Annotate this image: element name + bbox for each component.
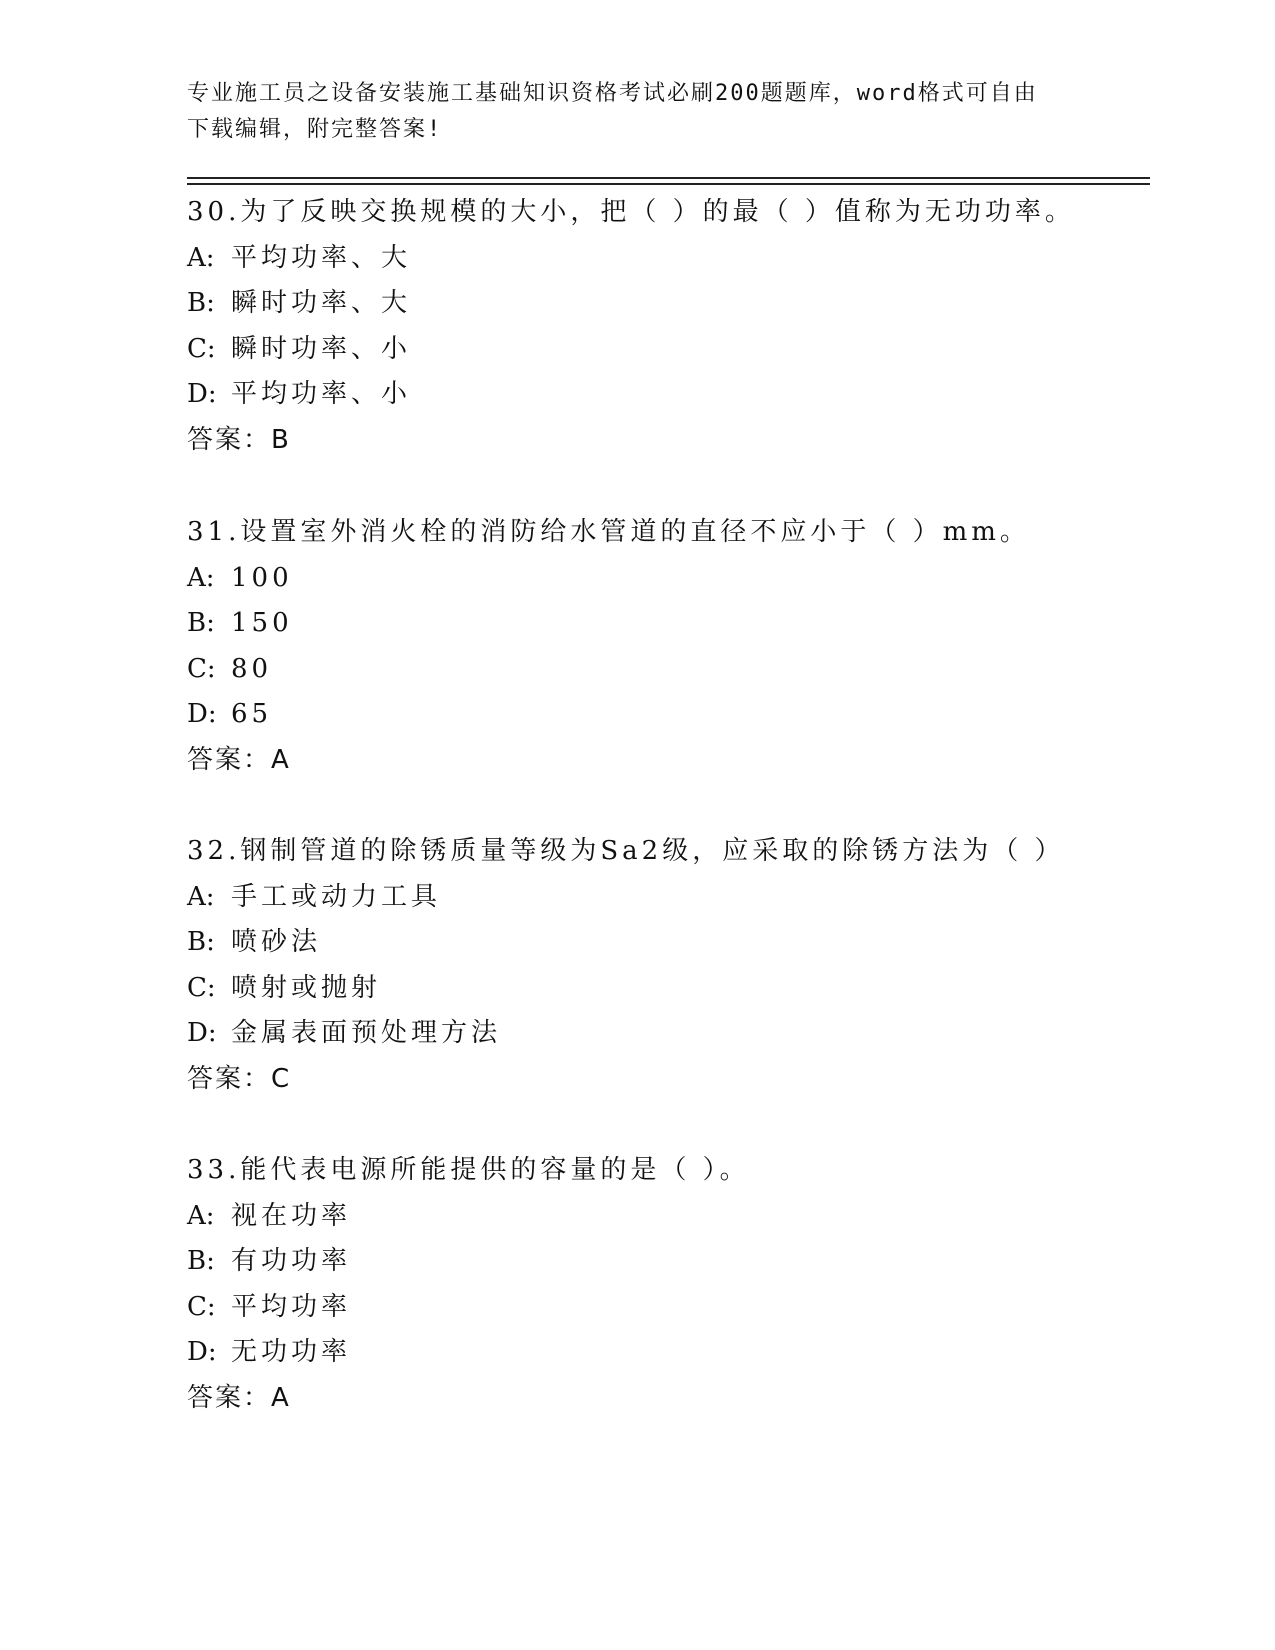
header-divider-bottom [187, 183, 1150, 185]
option-d [187, 1330, 1147, 1376]
answer-line: 答案：A [187, 1382, 291, 1413]
header-line-1: 专业施工员之设备安装施工基础知识资格考试必刷200题题库，word格式可自由 [187, 81, 1038, 106]
question-stem: 33.能代表电源所能提供的容量的是（ ）。 [187, 1155, 750, 1185]
option-a [187, 236, 1147, 282]
option-letter: D: [187, 1018, 217, 1049]
option-letter: C: [187, 333, 216, 364]
option-letter: C: [187, 1291, 216, 1322]
option-text: 平均功率、小 [231, 379, 412, 410]
option-c [187, 327, 1147, 373]
option-text: 150 [231, 608, 293, 639]
question-32 [187, 829, 1147, 1103]
option-a [187, 556, 1147, 602]
option-letter: C: [187, 653, 216, 684]
option-text: 无功功率 [231, 1337, 352, 1368]
option-text: 视在功率 [231, 1200, 352, 1231]
option-text: 瞬时功率、大 [231, 288, 412, 319]
option-text: 喷砂法 [231, 927, 322, 958]
option-text: 喷射或抛射 [231, 972, 382, 1003]
option-letter: C: [187, 972, 216, 1003]
question-stem: 32.钢制管道的除锈质量等级为Sa2级，应采取的除锈方法为（ ） [187, 836, 1065, 866]
question-30 [187, 190, 1147, 464]
question-33 [187, 1148, 1147, 1422]
option-b [187, 1239, 1147, 1285]
option-letter: A: [187, 881, 215, 912]
header-line-2: 下载编辑，附完整答案! [187, 117, 443, 142]
option-letter: A: [187, 562, 215, 593]
option-text: 平均功率、大 [231, 242, 412, 273]
option-text: 瞬时功率、小 [231, 333, 412, 364]
option-d [187, 372, 1147, 418]
option-letter: D: [187, 379, 217, 410]
option-text: 手工或动力工具 [231, 881, 442, 912]
option-c [187, 966, 1147, 1012]
document-header [187, 76, 1087, 148]
option-text: 80 [231, 653, 273, 684]
option-letter: B: [187, 1246, 215, 1277]
question-31 [187, 510, 1147, 784]
question-stem: 30.为了反映交换规模的大小，把（ ）的最（ ）值称为无功功率。 [187, 197, 1075, 227]
option-text: 65 [231, 699, 273, 730]
option-d [187, 1011, 1147, 1057]
option-text: 金属表面预处理方法 [231, 1018, 502, 1049]
option-letter: D: [187, 1337, 217, 1368]
option-letter: B: [187, 927, 215, 958]
answer-line: 答案：A [187, 744, 291, 775]
answer-line: 答案：C [187, 1063, 292, 1094]
option-c [187, 647, 1147, 693]
option-d [187, 692, 1147, 738]
option-letter: A: [187, 1200, 215, 1231]
option-letter: D: [187, 699, 217, 730]
option-text: 有功功率 [231, 1246, 352, 1277]
option-text: 平均功率 [231, 1291, 352, 1322]
option-b [187, 920, 1147, 966]
option-text: 100 [231, 562, 293, 593]
option-c [187, 1285, 1147, 1331]
header-divider-top [187, 177, 1150, 179]
question-stem: 31.设置室外消火栓的消防给水管道的直径不应小于（ ）mm。 [187, 517, 1030, 547]
option-b [187, 281, 1147, 327]
answer-line: 答案：B [187, 424, 291, 455]
option-b [187, 601, 1147, 647]
option-a [187, 1194, 1147, 1240]
option-a [187, 875, 1147, 921]
option-letter: A: [187, 242, 215, 273]
option-letter: B: [187, 608, 215, 639]
option-letter: B: [187, 288, 215, 319]
